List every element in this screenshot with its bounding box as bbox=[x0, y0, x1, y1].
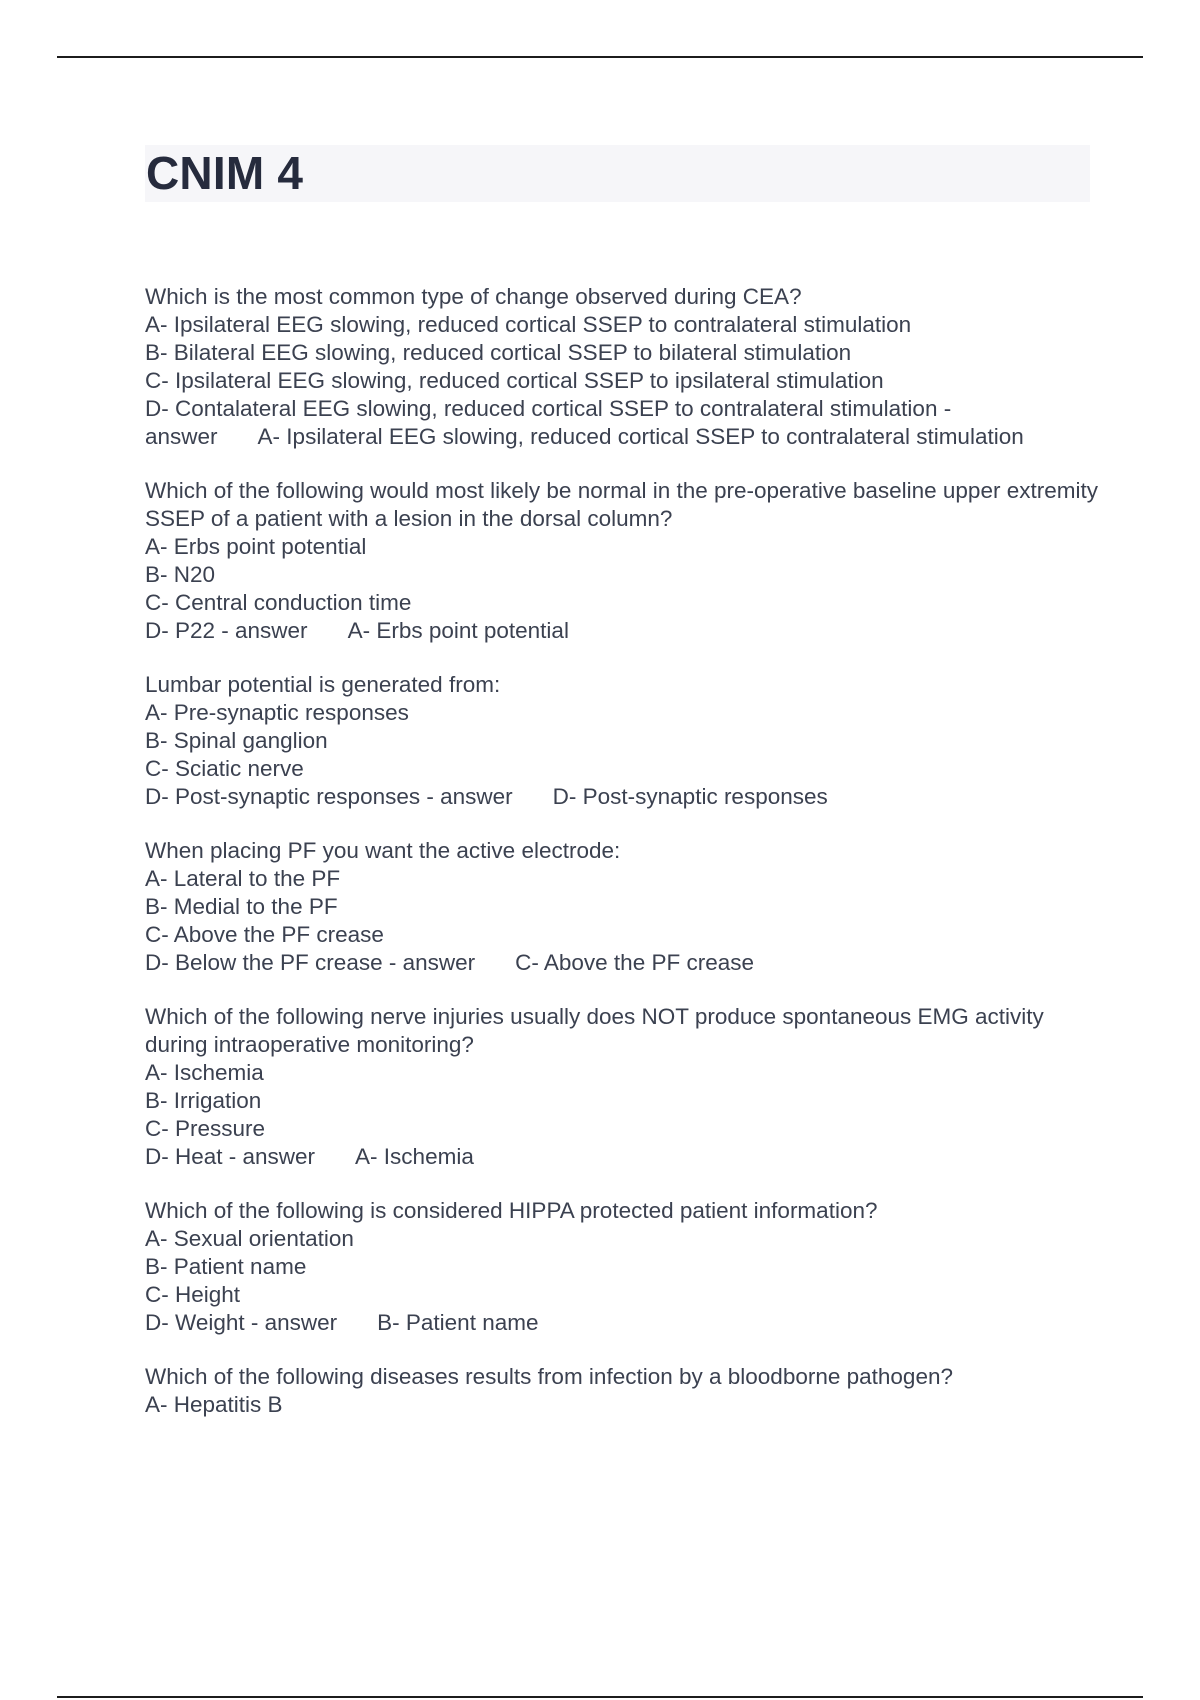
option-a: A- Hepatitis B bbox=[145, 1392, 283, 1417]
answer-line bbox=[145, 617, 1105, 645]
question-text: Which of the following would most likely be normal in the pre-operative baseline upper extremity SSEP of a patient with a lesion in the dorsal column? bbox=[145, 478, 1098, 531]
option-c: C- Pressure bbox=[145, 1116, 266, 1141]
answer-prefix: D- Weight - answer bbox=[145, 1310, 338, 1335]
question-block-5 bbox=[145, 1003, 1105, 1171]
answer-text: A- Erbs point potential bbox=[347, 618, 569, 643]
option-c: C- Above the PF crease bbox=[145, 922, 384, 947]
bottom-rule bbox=[57, 1696, 1143, 1698]
answer-line bbox=[145, 783, 1105, 811]
question-text: When placing PF you want the active electrode: bbox=[145, 838, 621, 863]
answer-prefix: D- Heat - answer bbox=[145, 1144, 316, 1169]
option-c: C- Sciatic nerve bbox=[145, 756, 304, 781]
answer-text: D- Post-synaptic responses bbox=[552, 784, 828, 809]
answer-line bbox=[145, 949, 1105, 977]
option-b: B- N20 bbox=[145, 562, 216, 587]
answer-prefix: D- Below the PF crease - answer bbox=[145, 950, 476, 975]
answer-line bbox=[145, 1309, 1105, 1337]
option-b: B- Patient name bbox=[145, 1254, 307, 1279]
answer-prefix: answer bbox=[145, 424, 218, 449]
option-a: A- Erbs point potential bbox=[145, 534, 367, 559]
answer-text: A- Ischemia bbox=[355, 1144, 474, 1169]
option-b: B- Bilateral EEG slowing, reduced cortical SSEP to bilateral stimulation bbox=[145, 340, 852, 365]
page-title: CNIM 4 bbox=[146, 147, 304, 199]
document-body bbox=[145, 283, 1105, 1445]
question-text: Lumbar potential is generated from: bbox=[145, 672, 501, 697]
option-a: A- Sexual orientation bbox=[145, 1226, 354, 1251]
answer-text: B- Patient name bbox=[377, 1310, 539, 1335]
option-d: D- Contalateral EEG slowing, reduced cortical SSEP to contralateral stimulation - bbox=[145, 396, 952, 421]
question-block-7 bbox=[145, 1363, 1105, 1419]
question-block-4 bbox=[145, 837, 1105, 977]
answer-line bbox=[145, 423, 1105, 451]
option-a: A- Pre-synaptic responses bbox=[145, 700, 409, 725]
option-c: C- Ipsilateral EEG slowing, reduced cortical SSEP to ipsilateral stimulation bbox=[145, 368, 884, 393]
question-text: Which of the following diseases results from infection by a bloodborne pathogen? bbox=[145, 1364, 953, 1389]
top-rule bbox=[57, 56, 1143, 58]
question-block-6 bbox=[145, 1197, 1105, 1337]
option-b: B- Spinal ganglion bbox=[145, 728, 328, 753]
option-a: A- Ischemia bbox=[145, 1060, 264, 1085]
option-a: A- Ipsilateral EEG slowing, reduced cortical SSEP to contralateral stimulation bbox=[145, 312, 912, 337]
answer-prefix: D- P22 - answer bbox=[145, 618, 308, 643]
question-text: Which of the following nerve injuries usually does NOT produce spontaneous EMG activity during intraoperative monitoring? bbox=[145, 1004, 1044, 1057]
answer-prefix: D- Post-synaptic responses - answer bbox=[145, 784, 513, 809]
question-block-3 bbox=[145, 671, 1105, 811]
question-text: Which of the following is considered HIPPA protected patient information? bbox=[145, 1198, 878, 1223]
answer-text: A- Ipsilateral EEG slowing, reduced cortical SSEP to contralateral stimulation bbox=[257, 424, 1024, 449]
answer-text: C- Above the PF crease bbox=[515, 950, 754, 975]
question-text: Which is the most common type of change observed during CEA? bbox=[145, 284, 802, 309]
option-a: A- Lateral to the PF bbox=[145, 866, 341, 891]
option-b: B- Irrigation bbox=[145, 1088, 262, 1113]
option-b: B- Medial to the PF bbox=[145, 894, 338, 919]
option-c: C- Height bbox=[145, 1282, 241, 1307]
question-block-1 bbox=[145, 283, 1105, 451]
question-block-2 bbox=[145, 477, 1105, 645]
answer-line bbox=[145, 1143, 1105, 1171]
option-c: C- Central conduction time bbox=[145, 590, 412, 615]
